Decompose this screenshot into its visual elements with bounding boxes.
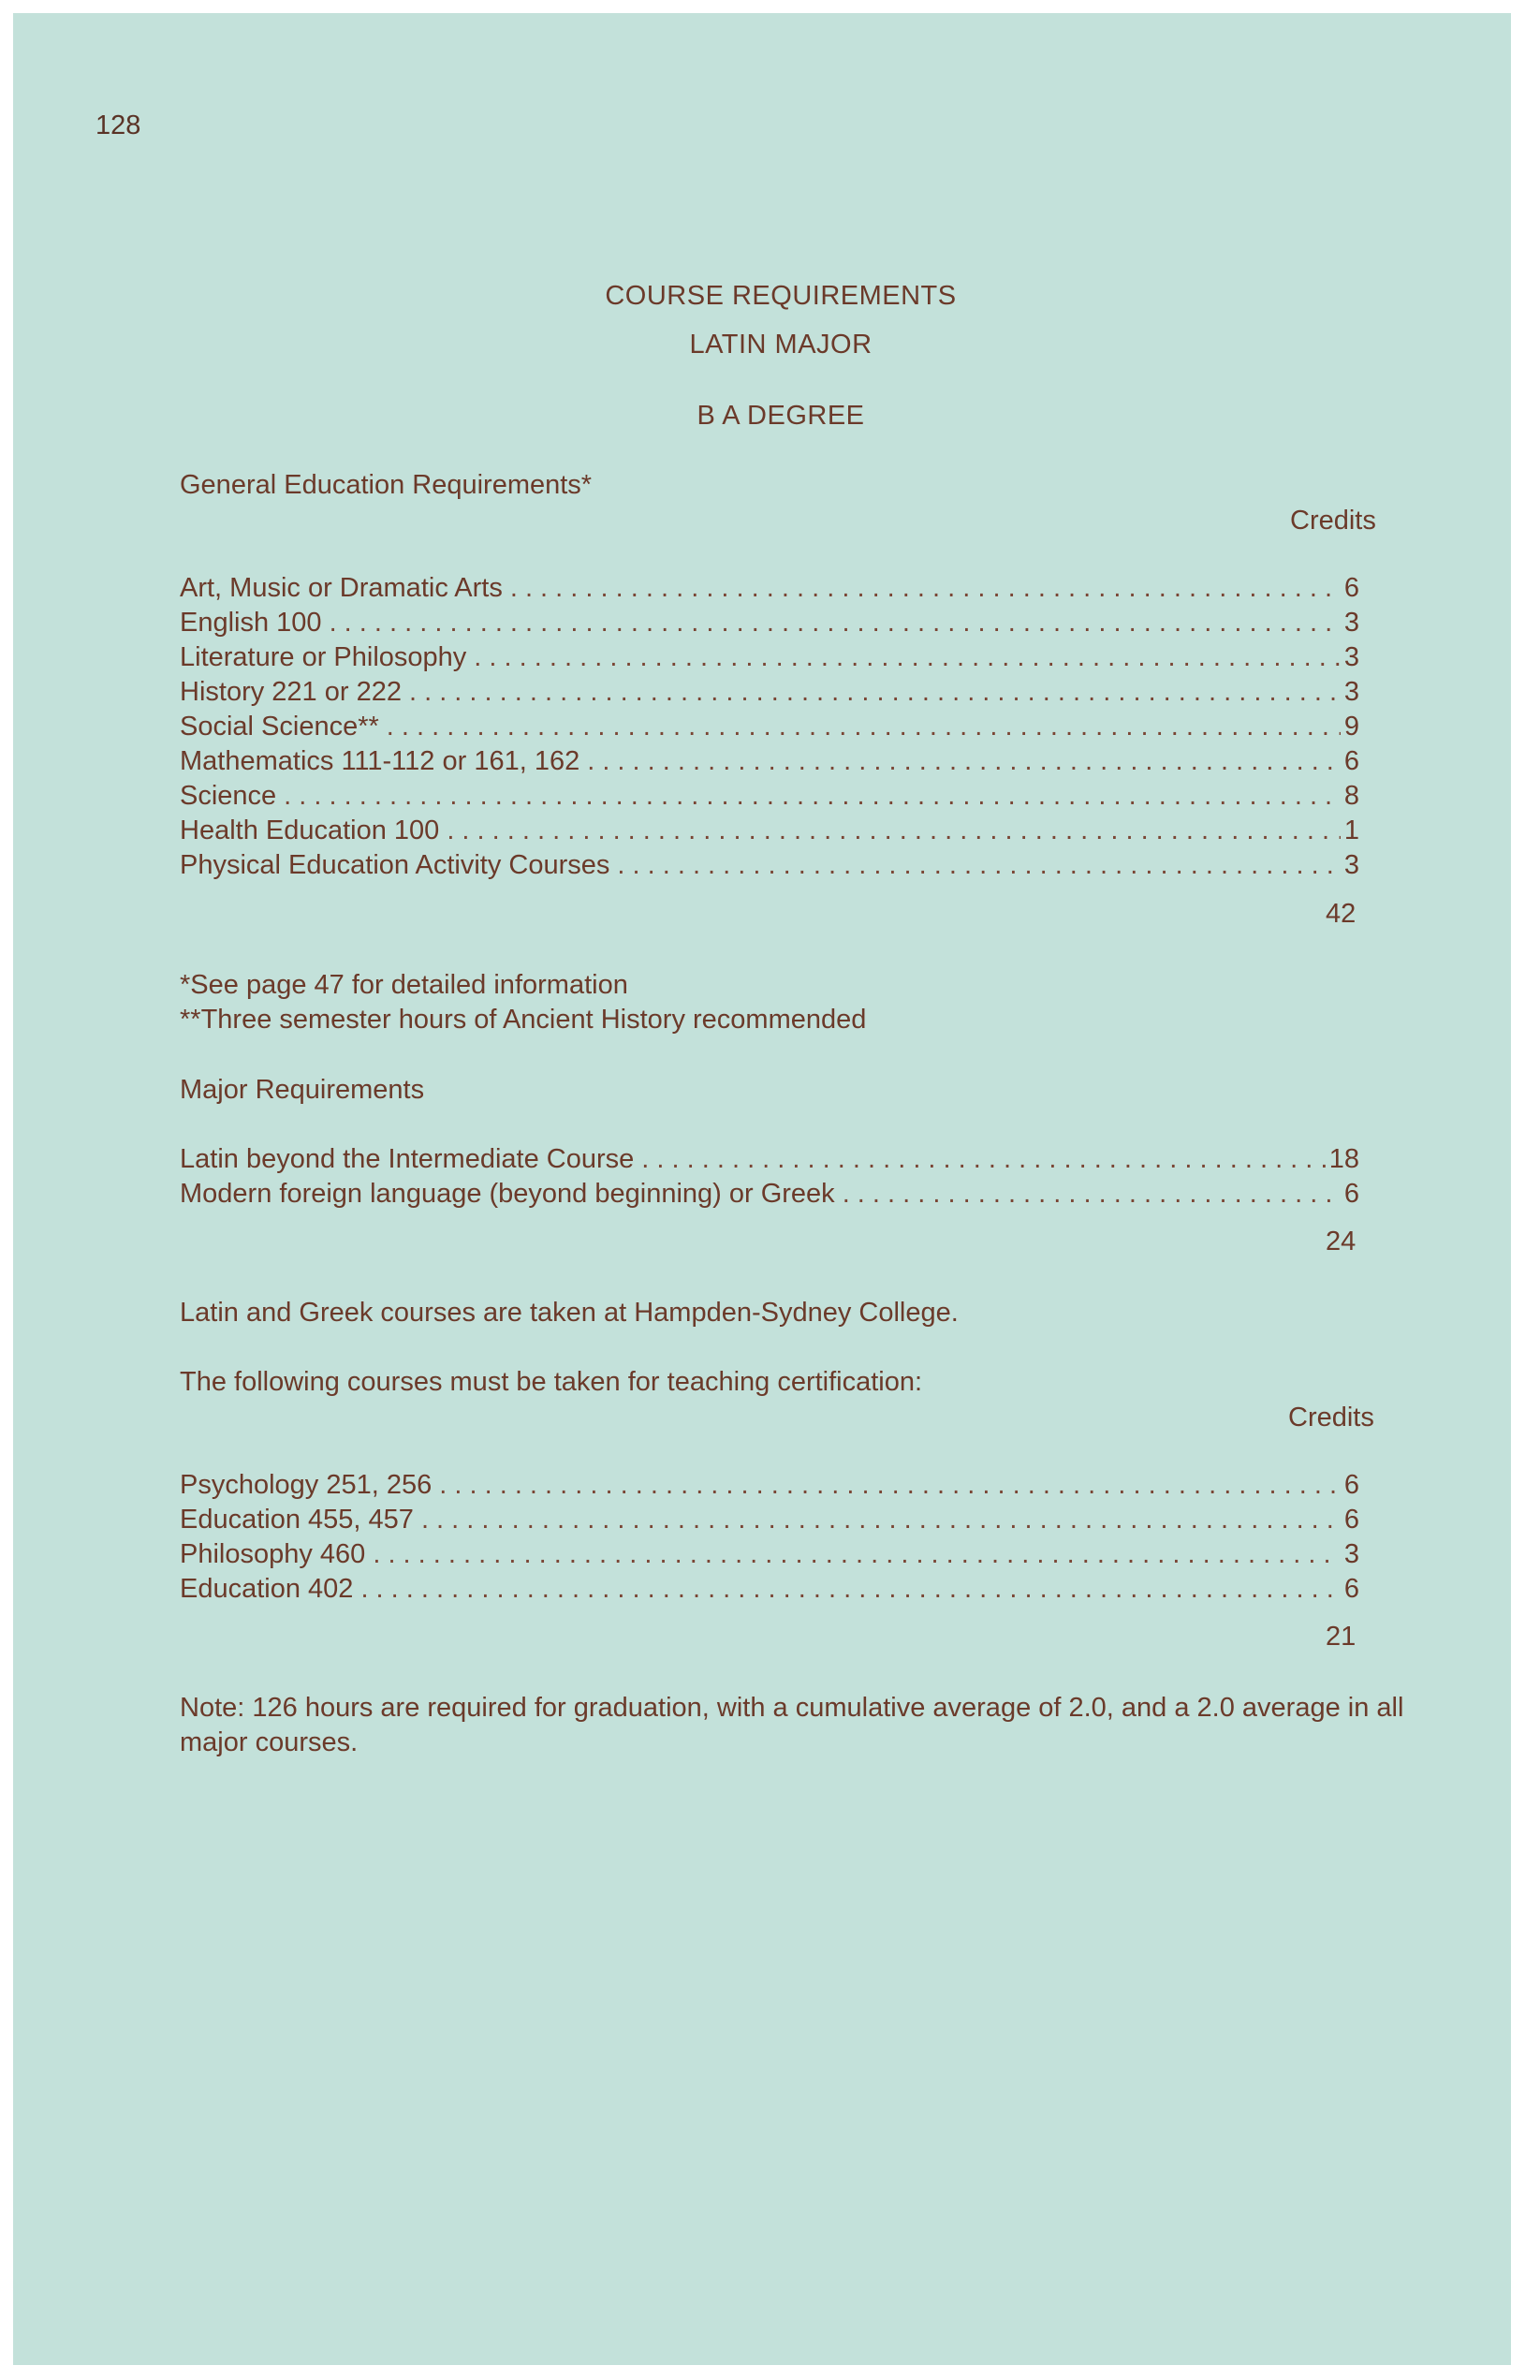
certification-total: 21: [1326, 1622, 1357, 1652]
requirement-credits: 6: [1343, 746, 1359, 776]
major-title: LATIN MAJOR: [689, 330, 873, 360]
requirement-credits: 3: [1343, 608, 1359, 638]
requirement-label: Mathematics 111-112 or 161, 162: [180, 746, 580, 776]
requirement-label: Education 402: [180, 1574, 354, 1604]
requirement-row: [180, 850, 1359, 881]
hampden-sydney-note: Latin and Greek courses are taken at Hampden-Sydney College.: [180, 1298, 959, 1328]
requirement-label: English 100: [180, 608, 322, 638]
dot-leader: [330, 608, 1341, 639]
footnote-single-asterisk: *See page 47 for detailed information: [180, 970, 628, 1000]
requirement-label: Art, Music or Dramatic Arts: [180, 573, 503, 603]
major-requirements-total: 24: [1326, 1227, 1357, 1256]
requirement-label: Literature or Philosophy: [180, 642, 467, 672]
certification-heading: The following courses must be taken for teaching certification:: [180, 1367, 923, 1397]
requirement-row: [180, 677, 1359, 708]
requirement-credits: 6: [1343, 1470, 1359, 1500]
requirement-credits: 6: [1343, 1574, 1359, 1604]
credits-column-heading: Credits: [1290, 506, 1376, 536]
dot-leader: [373, 1539, 1341, 1570]
requirement-credits: 3: [1343, 1539, 1359, 1569]
requirement-row: [180, 1505, 1359, 1535]
requirement-credits: 18: [1328, 1144, 1359, 1174]
requirement-label: Science: [180, 781, 277, 811]
requirement-credits: 6: [1343, 1505, 1359, 1535]
page-number: 128: [95, 110, 141, 140]
requirement-credits: 3: [1343, 677, 1359, 707]
requirement-row: [180, 642, 1359, 673]
dot-leader: [284, 781, 1341, 812]
requirement-label: Physical Education Activity Courses: [180, 850, 610, 880]
requirement-row: [180, 1179, 1359, 1210]
major-requirements-heading: Major Requirements: [180, 1075, 425, 1105]
dot-leader: [617, 850, 1340, 881]
certification-credits-heading: Credits: [1288, 1403, 1374, 1432]
requirement-row: [180, 712, 1359, 742]
requirement-label: Health Education 100: [180, 815, 440, 845]
requirement-label: Education 455, 457: [180, 1505, 414, 1535]
graduation-note: Note: 126 hours are required for graduation, with a cumulative average of 2.0, and a 2.0 average in all major courses.: [180, 1693, 1404, 1757]
requirement-row: [180, 1470, 1359, 1501]
requirement-row: [180, 746, 1359, 777]
requirement-label: Philosophy 460: [180, 1539, 366, 1569]
dot-leader: [447, 815, 1341, 846]
requirement-label: Modern foreign language (beyond beginning) or Greek: [180, 1179, 835, 1209]
requirement-label: Social Science**: [180, 712, 379, 742]
requirement-row: [180, 781, 1359, 812]
dot-leader: [641, 1144, 1325, 1175]
requirement-credits: 3: [1343, 642, 1359, 672]
requirement-row: [180, 815, 1359, 846]
dot-leader: [387, 712, 1341, 742]
requirement-row: [180, 1539, 1359, 1570]
requirement-row: [180, 608, 1359, 639]
requirement-row: [180, 1144, 1359, 1175]
requirement-credits: 9: [1343, 712, 1359, 742]
requirement-label: Psychology 251, 256: [180, 1470, 433, 1500]
requirement-credits: 6: [1343, 1179, 1359, 1209]
dot-leader: [409, 677, 1341, 708]
general-education-total: 42: [1326, 899, 1357, 929]
dot-leader: [843, 1179, 1341, 1210]
requirement-row: [180, 1574, 1359, 1605]
requirement-credits: 6: [1343, 573, 1359, 603]
dot-leader: [474, 642, 1341, 673]
requirement-row: [180, 573, 1359, 604]
dot-leader: [510, 573, 1341, 604]
dot-leader: [587, 746, 1341, 777]
catalog-page: [13, 13, 1511, 2365]
dot-leader: [421, 1505, 1341, 1535]
requirement-credits: 8: [1343, 781, 1359, 811]
requirement-label: History 221 or 222: [180, 677, 402, 707]
dot-leader: [360, 1574, 1340, 1605]
page-title: COURSE REQUIREMENTS: [605, 281, 957, 311]
footnote-double-asterisk: **Three semester hours of Ancient History recommended: [180, 1005, 867, 1035]
dot-leader: [439, 1470, 1341, 1501]
requirement-credits: 1: [1343, 815, 1359, 845]
requirement-credits: 3: [1343, 850, 1359, 880]
general-education-heading: General Education Requirements*: [180, 470, 593, 500]
degree-title: B A DEGREE: [697, 401, 865, 431]
requirement-label: Latin beyond the Intermediate Course: [180, 1144, 635, 1174]
